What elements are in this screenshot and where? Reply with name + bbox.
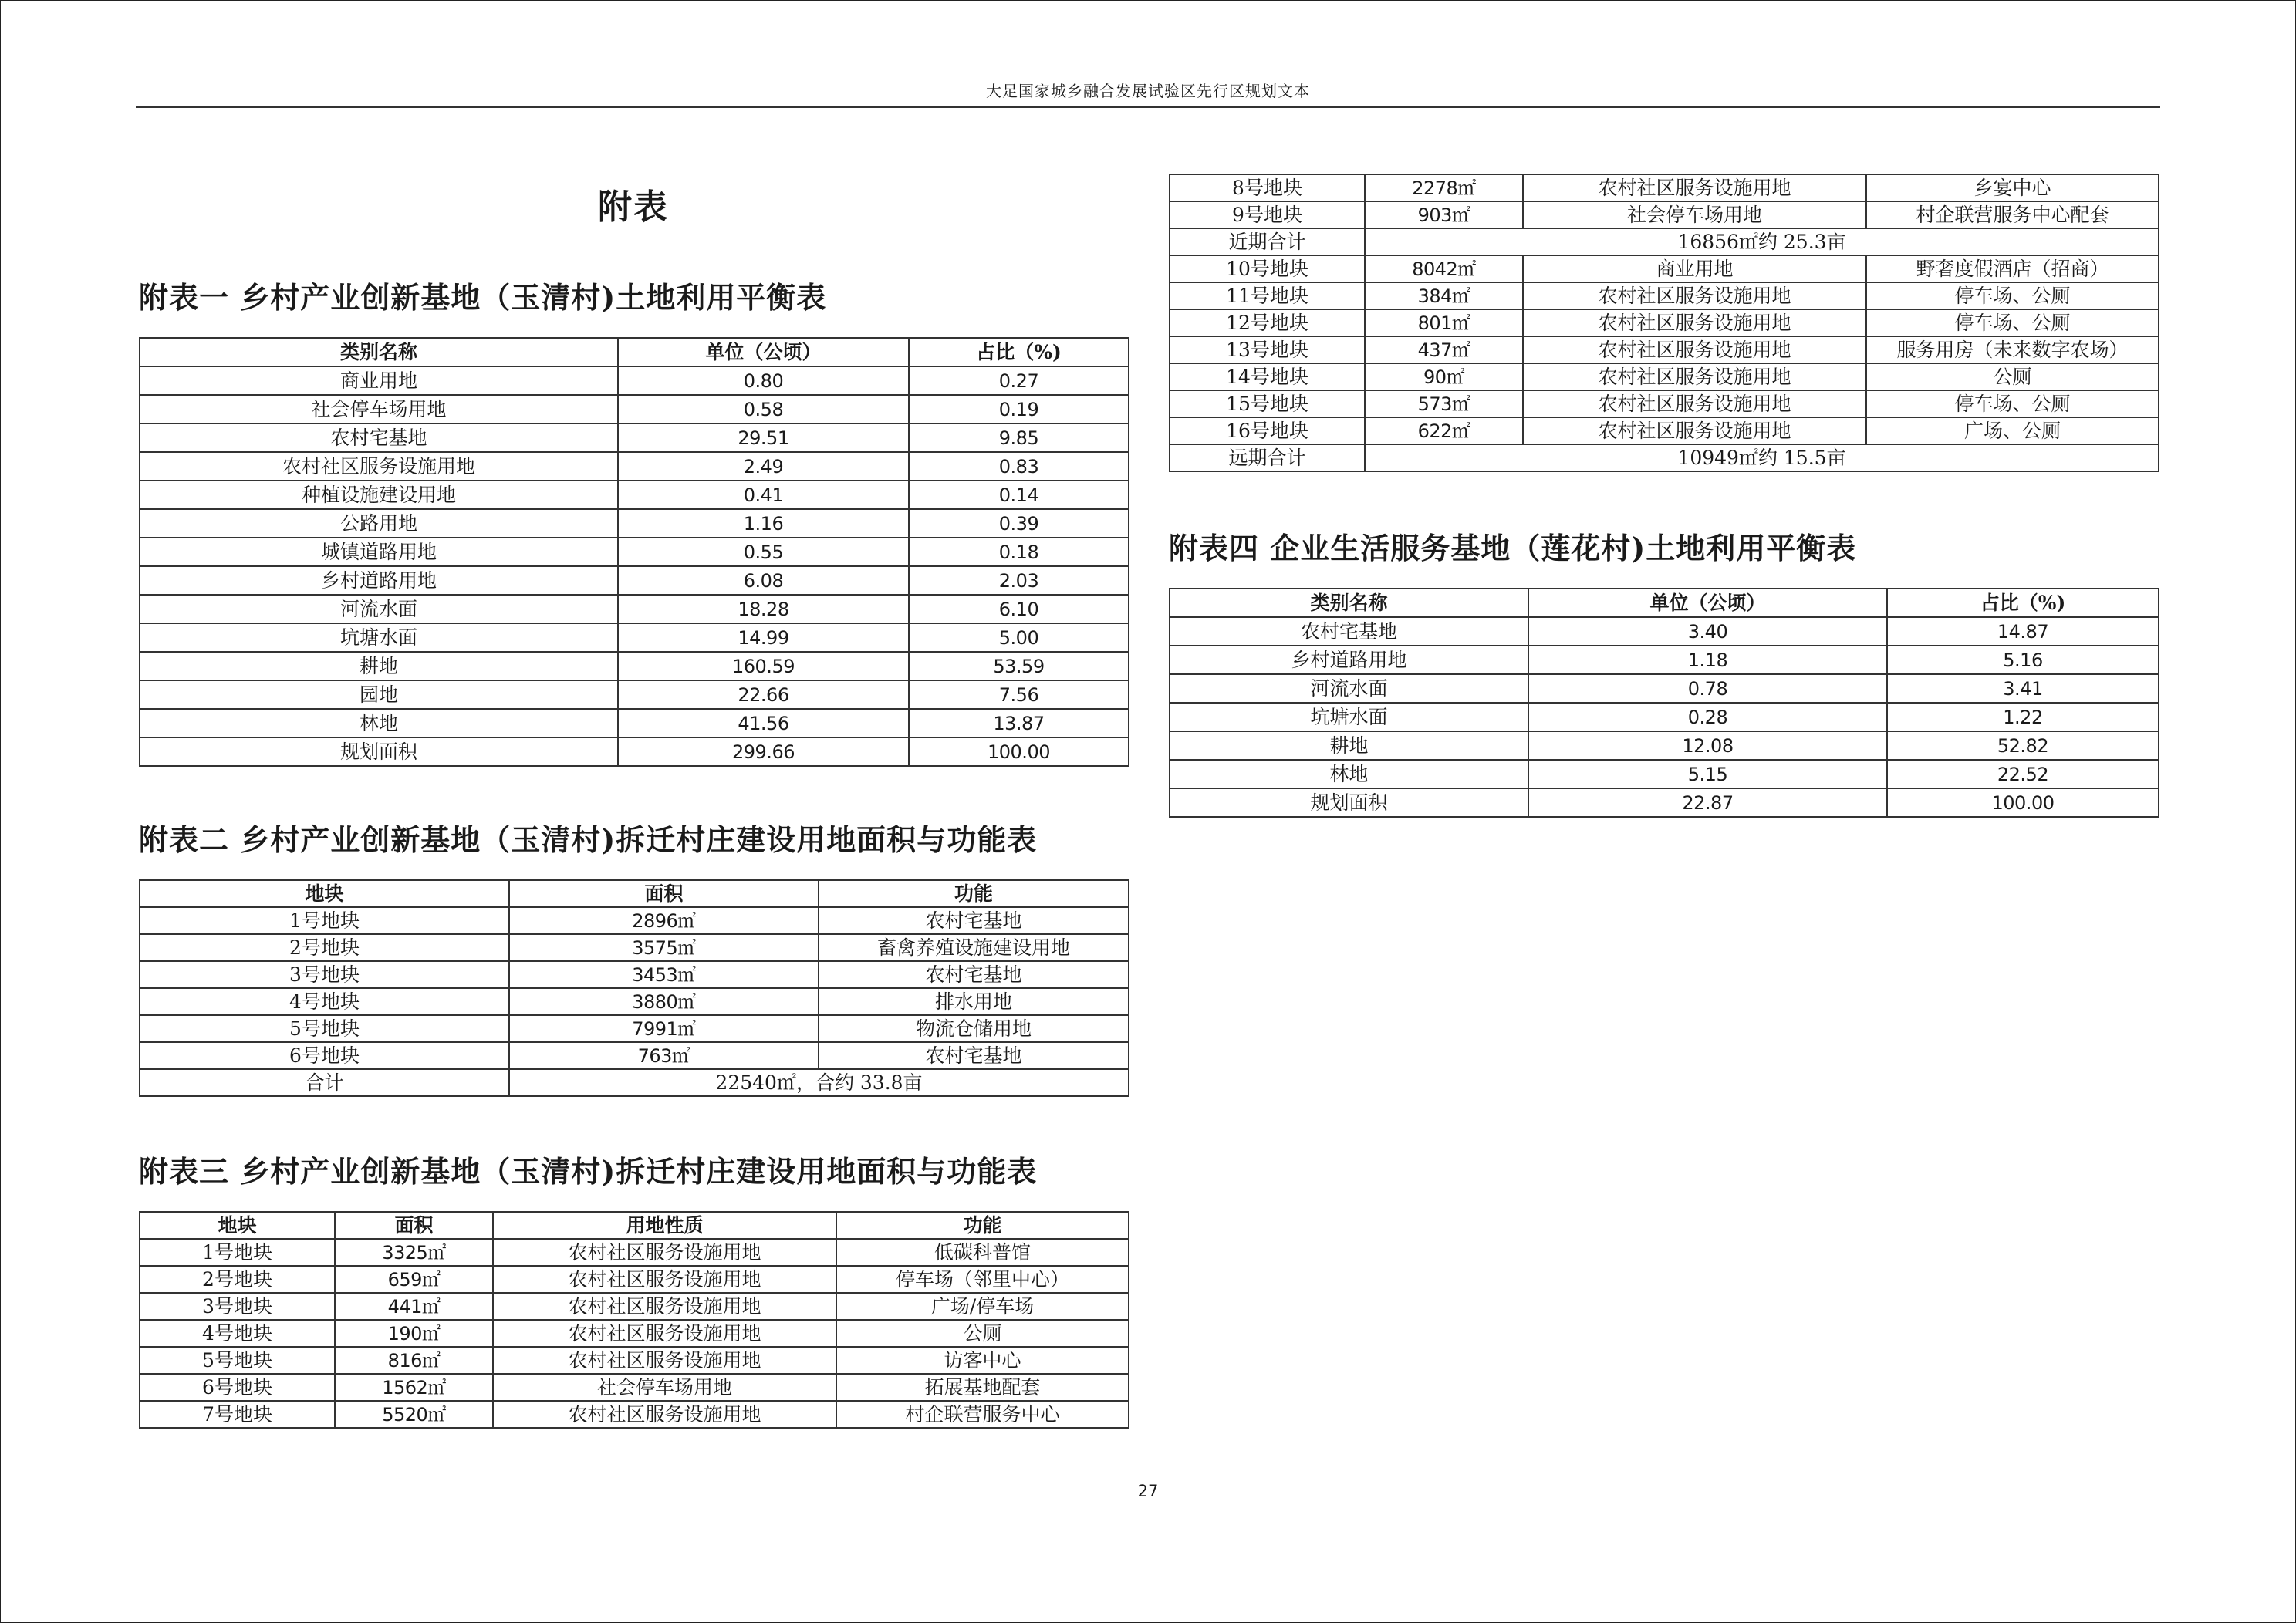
table-row	[140, 1374, 1129, 1401]
table-cell: 野奢度假酒店（招商）	[1866, 255, 2159, 282]
table-cell: 商业用地	[1523, 255, 1866, 282]
header-row	[140, 1212, 1129, 1239]
table-cell: 农村社区服务设施用地	[1523, 174, 1866, 201]
table-cell: 农村社区服务设施用地	[493, 1239, 836, 1266]
table-cell: 乡村道路用地	[140, 566, 618, 595]
table-row	[1170, 760, 2159, 788]
table-row	[140, 961, 1129, 988]
table-cell: 公厕	[836, 1320, 1129, 1347]
table-cell: 河流水面	[1170, 674, 1528, 703]
table-cell: 437㎡	[1365, 336, 1523, 363]
table-cell: 近期合计	[1170, 228, 1365, 255]
table-row	[140, 1347, 1129, 1374]
table-row	[140, 538, 1129, 566]
table-cell: 2896㎡	[509, 907, 819, 934]
table-cell: 农村宅基地	[819, 1042, 1129, 1069]
column-header: 面积	[509, 880, 819, 907]
table-cell: 1.16	[618, 509, 909, 538]
table-cell: 52.82	[1887, 731, 2159, 760]
table-cell: 18.28	[618, 595, 909, 623]
table-cell: 100.00	[1887, 788, 2159, 817]
column-header: 功能	[819, 880, 1129, 907]
table-cell: 5号地块	[140, 1347, 335, 1374]
table-cell: 林地	[1170, 760, 1528, 788]
table-row	[140, 1293, 1129, 1320]
table-cell: 2.03	[909, 566, 1129, 595]
column-header: 类别名称	[140, 338, 618, 366]
table-row	[140, 652, 1129, 680]
column-header: 功能	[836, 1212, 1129, 1239]
table4-title: 附表四 企业生活服务基地（莲花村)土地利用平衡表	[1169, 531, 1857, 565]
table-cell: 农村社区服务设施用地	[493, 1266, 836, 1293]
table-cell: 22.52	[1887, 760, 2159, 788]
table-row	[1170, 646, 2159, 674]
table-cell: 1.22	[1887, 703, 2159, 731]
table-cell: 10号地块	[1170, 255, 1365, 282]
table-cell: 农村社区服务设施用地	[493, 1293, 836, 1320]
table-cell: 14号地块	[1170, 363, 1365, 390]
table-cell: 3.40	[1528, 617, 1887, 646]
table-cell: 村企联营服务中心	[836, 1401, 1129, 1428]
table-row	[140, 1015, 1129, 1042]
table-cell: 农村社区服务设施用地	[1523, 417, 1866, 444]
table-cell: 耕地	[1170, 731, 1528, 760]
column-header: 单位（公顷）	[1528, 589, 1887, 617]
table-cell: 9号地块	[1170, 201, 1365, 228]
table-row	[1170, 390, 2159, 417]
table-cell: 排水用地	[819, 988, 1129, 1015]
table-cell: 0.55	[618, 538, 909, 566]
table-cell: 3325㎡	[335, 1239, 493, 1266]
table-cell: 2278㎡	[1365, 174, 1523, 201]
total-row	[140, 1069, 1129, 1096]
table-cell: 农村社区服务设施用地	[493, 1320, 836, 1347]
table-cell: 社会停车场用地	[493, 1374, 836, 1401]
table-cell: 农村社区服务设施用地	[1523, 309, 1866, 336]
table-cell: 15号地块	[1170, 390, 1365, 417]
table-cell: 低碳科普馆	[836, 1239, 1129, 1266]
table-cell: 农村宅基地	[140, 423, 618, 452]
table-row	[1170, 674, 2159, 703]
table-cell: 农村社区服务设施用地	[493, 1347, 836, 1374]
table-cell: 5.16	[1887, 646, 2159, 674]
table-cell: 2.49	[618, 452, 909, 481]
table-row	[140, 395, 1129, 423]
table-cell: 2号地块	[140, 934, 509, 961]
table-cell: 1.18	[1528, 646, 1887, 674]
table-cell: 2号地块	[140, 1266, 335, 1293]
table-cell: 14.87	[1887, 617, 2159, 646]
table-cell: 12.08	[1528, 731, 1887, 760]
table-cell: 3575㎡	[509, 934, 819, 961]
table-cell: 801㎡	[1365, 309, 1523, 336]
table-cell: 广场/停车场	[836, 1293, 1129, 1320]
table-cell: 村企联营服务中心配套	[1866, 201, 2159, 228]
table-row	[140, 423, 1129, 452]
table-cell: 规划面积	[1170, 788, 1528, 817]
table-cell: 远期合计	[1170, 444, 1365, 471]
table-cell: 10949㎡约 15.5亩	[1365, 444, 2159, 471]
table-cell: 29.51	[618, 423, 909, 452]
column-header: 地块	[140, 1212, 335, 1239]
table-cell: 16号地块	[1170, 417, 1365, 444]
table-cell: 0.18	[909, 538, 1129, 566]
table-cell: 22.87	[1528, 788, 1887, 817]
header-row	[140, 880, 1129, 907]
table1-title: 附表一 乡村产业创新基地（玉清村)土地利用平衡表	[139, 280, 827, 315]
table-row	[1170, 201, 2159, 228]
table3	[139, 1211, 1129, 1429]
table-cell: 社会停车场用地	[1523, 201, 1866, 228]
table-row	[1170, 703, 2159, 731]
table-cell: 园地	[140, 680, 618, 709]
table-cell: 3号地块	[140, 1293, 335, 1320]
table-row	[140, 366, 1129, 395]
table-cell: 0.39	[909, 509, 1129, 538]
table-cell: 社会停车场用地	[140, 395, 618, 423]
table-cell: 农村宅基地	[819, 907, 1129, 934]
table-cell: 14.99	[618, 623, 909, 652]
table-cell: 3880㎡	[509, 988, 819, 1015]
table-cell: 1号地块	[140, 907, 509, 934]
table-cell: 4号地块	[140, 988, 509, 1015]
table-row	[140, 566, 1129, 595]
table-cell: 农村社区服务设施用地	[1523, 363, 1866, 390]
table-cell: 坑塘水面	[1170, 703, 1528, 731]
table-cell: 拓展基地配套	[836, 1374, 1129, 1401]
table-cell: 6.10	[909, 595, 1129, 623]
header-row	[140, 338, 1129, 366]
table-cell: 0.58	[618, 395, 909, 423]
table-row	[1170, 309, 2159, 336]
table-cell: 6.08	[618, 566, 909, 595]
table-cell: 9.85	[909, 423, 1129, 452]
table-cell: 物流仓储用地	[819, 1015, 1129, 1042]
running-header: 大足国家城乡融合发展试验区先行区规划文本	[986, 82, 1310, 100]
table-cell: 林地	[140, 709, 618, 737]
table-cell: 停车场、公厕	[1866, 390, 2159, 417]
column-header: 占比（%)	[1887, 589, 2159, 617]
table-row	[140, 481, 1129, 509]
table2	[139, 879, 1129, 1097]
page-number: 27	[1137, 1482, 1159, 1500]
table-row	[1170, 417, 2159, 444]
table-cell: 5号地块	[140, 1015, 509, 1042]
table-row	[140, 934, 1129, 961]
table-cell: 6号地块	[140, 1374, 335, 1401]
table-cell: 城镇道路用地	[140, 538, 618, 566]
table-cell: 6号地块	[140, 1042, 509, 1069]
table-cell: 0.19	[909, 395, 1129, 423]
table-row	[140, 1401, 1129, 1428]
table-cell: 农村社区服务设施用地	[493, 1401, 836, 1428]
table-row	[140, 709, 1129, 737]
table-cell: 服务用房（未来数字农场）	[1866, 336, 2159, 363]
table-cell: 622㎡	[1365, 417, 1523, 444]
table-cell: 广场、公厕	[1866, 417, 2159, 444]
table-cell: 13号地块	[1170, 336, 1365, 363]
table-cell: 441㎡	[335, 1293, 493, 1320]
table-row	[140, 737, 1129, 766]
table-cell: 5.15	[1528, 760, 1887, 788]
column-header: 面积	[335, 1212, 493, 1239]
table-cell: 100.00	[909, 737, 1129, 766]
table-row	[1170, 255, 2159, 282]
table-cell: 乡宴中心	[1866, 174, 2159, 201]
table-cell: 种植设施建设用地	[140, 481, 618, 509]
column-header: 用地性质	[493, 1212, 836, 1239]
column-header: 类别名称	[1170, 589, 1528, 617]
table-row	[140, 595, 1129, 623]
table-cell: 7.56	[909, 680, 1129, 709]
table-row	[1170, 174, 2159, 201]
table-cell: 22540㎡，合约 33.8亩	[509, 1069, 1129, 1096]
subtotal-row	[1170, 228, 2159, 255]
header-row	[1170, 589, 2159, 617]
table-cell: 1号地块	[140, 1239, 335, 1266]
table-cell: 763㎡	[509, 1042, 819, 1069]
table-cell: 3.41	[1887, 674, 2159, 703]
table-row	[140, 907, 1129, 934]
table-cell: 1562㎡	[335, 1374, 493, 1401]
table-row	[1170, 282, 2159, 309]
table-cell: 乡村道路用地	[1170, 646, 1528, 674]
header-rule	[136, 106, 2160, 108]
table-cell: 8号地块	[1170, 174, 1365, 201]
table-cell: 3号地块	[140, 961, 509, 988]
table-cell: 90㎡	[1365, 363, 1523, 390]
table-cell: 农村社区服务设施用地	[1523, 390, 1866, 417]
table-cell: 访客中心	[836, 1347, 1129, 1374]
table-row	[1170, 617, 2159, 646]
table4	[1169, 588, 2159, 818]
table-cell: 160.59	[618, 652, 909, 680]
table1	[139, 337, 1129, 767]
table-cell: 7号地块	[140, 1401, 335, 1428]
table-cell: 耕地	[140, 652, 618, 680]
table-cell: 农村社区服务设施用地	[1523, 282, 1866, 309]
table-cell: 903㎡	[1365, 201, 1523, 228]
table-cell: 573㎡	[1365, 390, 1523, 417]
table-cell: 16856㎡约 25.3亩	[1365, 228, 2159, 255]
table-cell: 5520㎡	[335, 1401, 493, 1428]
table-cell: 12号地块	[1170, 309, 1365, 336]
table-cell: 规划面积	[140, 737, 618, 766]
table-row	[140, 509, 1129, 538]
table-cell: 停车场、公厕	[1866, 282, 2159, 309]
table-cell: 53.59	[909, 652, 1129, 680]
column-header: 地块	[140, 880, 509, 907]
table-cell: 816㎡	[335, 1347, 493, 1374]
table-row	[1170, 363, 2159, 390]
table-cell: 4号地块	[140, 1320, 335, 1347]
table-cell: 41.56	[618, 709, 909, 737]
table-cell: 商业用地	[140, 366, 618, 395]
column-header: 占比（%)	[909, 338, 1129, 366]
table-cell: 畜禽养殖设施建设用地	[819, 934, 1129, 961]
table-cell: 0.28	[1528, 703, 1887, 731]
table-cell: 384㎡	[1365, 282, 1523, 309]
subtotal-row	[1170, 444, 2159, 471]
table-cell: 停车场、公厕	[1866, 309, 2159, 336]
table-row	[140, 1320, 1129, 1347]
table-cell: 11号地块	[1170, 282, 1365, 309]
table-cell: 农村社区服务设施用地	[140, 452, 618, 481]
table-cell: 河流水面	[140, 595, 618, 623]
table-row	[140, 680, 1129, 709]
table-row	[140, 623, 1129, 652]
table-row	[140, 1266, 1129, 1293]
table-cell: 8042㎡	[1365, 255, 1523, 282]
table-cell: 坑塘水面	[140, 623, 618, 652]
table-row	[140, 1042, 1129, 1069]
table-cell: 7991㎡	[509, 1015, 819, 1042]
table-cell: 3453㎡	[509, 961, 819, 988]
table-cell: 22.66	[618, 680, 909, 709]
table-cell: 13.87	[909, 709, 1129, 737]
table-cell: 0.27	[909, 366, 1129, 395]
table-row	[140, 452, 1129, 481]
table-cell: 299.66	[618, 737, 909, 766]
table-cell: 0.78	[1528, 674, 1887, 703]
table-row	[1170, 336, 2159, 363]
table-cell: 合计	[140, 1069, 509, 1096]
table-row	[1170, 731, 2159, 760]
table-row	[1170, 788, 2159, 817]
table-cell: 公厕	[1866, 363, 2159, 390]
table-cell: 农村宅基地	[1170, 617, 1528, 646]
table2-title: 附表二 乡村产业创新基地（玉清村)拆迁村庄建设用地面积与功能表	[139, 822, 1038, 857]
table-row	[140, 988, 1129, 1015]
table-cell: 公路用地	[140, 509, 618, 538]
table-cell: 0.83	[909, 452, 1129, 481]
table-cell: 0.80	[618, 366, 909, 395]
table-cell: 190㎡	[335, 1320, 493, 1347]
table-cell: 0.14	[909, 481, 1129, 509]
appendix-title: 附表	[598, 187, 669, 227]
table-cell: 5.00	[909, 623, 1129, 652]
table-cell: 农村社区服务设施用地	[1523, 336, 1866, 363]
table3-continued	[1169, 174, 2159, 472]
table-cell: 0.41	[618, 481, 909, 509]
table3-title: 附表三 乡村产业创新基地（玉清村)拆迁村庄建设用地面积与功能表	[139, 1154, 1038, 1189]
table-cell: 停车场（邻里中心）	[836, 1266, 1129, 1293]
table-cell: 659㎡	[335, 1266, 493, 1293]
column-header: 单位（公顷）	[618, 338, 909, 366]
table-cell: 农村宅基地	[819, 961, 1129, 988]
table-row	[140, 1239, 1129, 1266]
